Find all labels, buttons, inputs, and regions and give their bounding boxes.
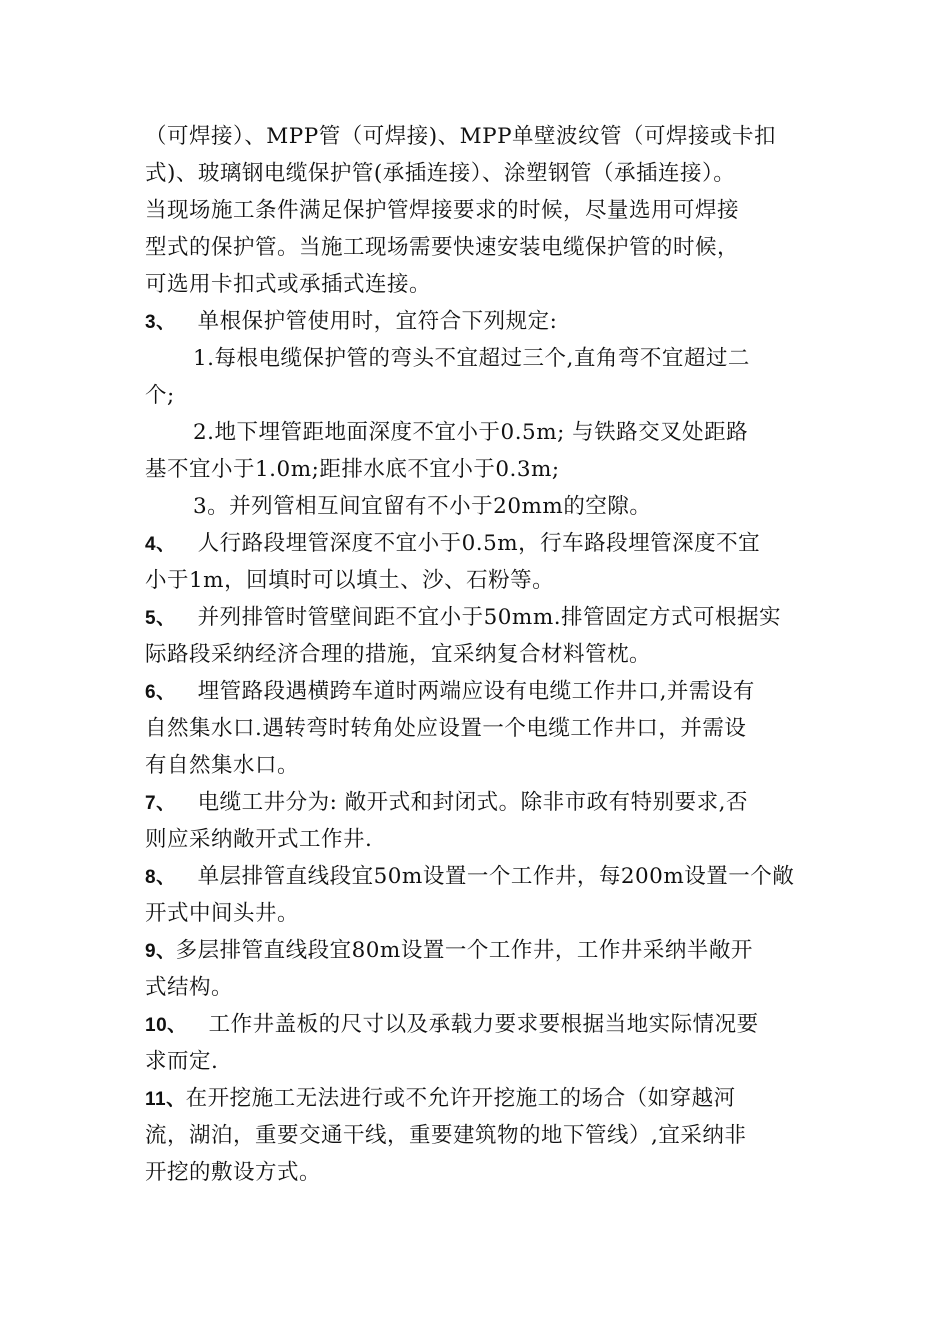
line-text: 有自然集水口。 bbox=[145, 753, 300, 778]
line-text: 开式中间头井。 bbox=[145, 901, 300, 926]
numbered-item-4 bbox=[145, 525, 810, 562]
line-text: 并列排管时管壁间距不宜小于50mm.排管固定方式可根据实 bbox=[197, 605, 782, 630]
text-line bbox=[145, 155, 810, 192]
text-line bbox=[145, 710, 810, 747]
line-text: 单层排管直线段宜50m设置一个工作井，每200m设置一个敞 bbox=[197, 864, 795, 889]
numbered-item-7 bbox=[145, 784, 810, 821]
sub-item-3 bbox=[145, 488, 810, 525]
text-line bbox=[145, 192, 810, 229]
line-text: 电缆工井分为: 敞开式和封闭式。除非市政有特别要求,否 bbox=[197, 790, 748, 815]
item-number: 4、 bbox=[145, 534, 176, 555]
line-text: 个; bbox=[145, 383, 175, 408]
text-line bbox=[145, 451, 810, 488]
line-text: 求而定. bbox=[145, 1049, 219, 1074]
text-line bbox=[145, 1117, 810, 1154]
numbered-item-5 bbox=[145, 599, 810, 636]
line-text: 际路段采纳经济合理的措施，宜采纳复合材料管枕。 bbox=[145, 642, 652, 667]
line-text: 工作井盖板的尺寸以及承载力要求要根据当地实际情况要 bbox=[208, 1012, 759, 1037]
line-text: 单根保护管使用时，宜符合下列规定: bbox=[197, 309, 558, 334]
text-line bbox=[145, 229, 810, 266]
text-line bbox=[145, 969, 810, 1006]
numbered-item-10 bbox=[145, 1006, 810, 1043]
sub-item-1 bbox=[145, 340, 810, 377]
line-text: 在开挖施工无法进行或不允许开挖施工的场合（如穿越河 bbox=[185, 1086, 736, 1111]
text-line bbox=[145, 1043, 810, 1080]
text-line bbox=[145, 747, 810, 784]
text-line bbox=[145, 821, 810, 858]
line-text: 则应采纳敞开式工作井. bbox=[145, 827, 373, 852]
line-text: 基不宜小于1.0m;距排水底不宜小于0.3m; bbox=[145, 457, 560, 482]
line-text: 流，湖泊，重要交通干线，重要建筑物的地下管线）,宜采纳非 bbox=[145, 1123, 747, 1148]
item-number: 8、 bbox=[145, 867, 176, 888]
line-text: 人行路段埋管深度不宜小于0.5m，行车路段埋管深度不宜 bbox=[197, 531, 761, 556]
text-line bbox=[145, 1154, 810, 1191]
numbered-item-11 bbox=[145, 1080, 810, 1117]
item-number: 11、 bbox=[145, 1089, 186, 1110]
line-text: 可选用卡扣式或承插式连接。 bbox=[145, 272, 432, 297]
line-text: 开挖的敷设方式。 bbox=[145, 1160, 322, 1185]
line-text: 当现场施工条件满足保护管焊接要求的时候，尽量选用可焊接 bbox=[145, 198, 740, 223]
line-text: 型式的保护管。当施工现场需要快速安装电缆保护管的时候， bbox=[145, 235, 740, 260]
line-text: 1.每根电缆保护管的弯头不宜超过三个,直角弯不宜超过二 bbox=[193, 346, 750, 371]
document-body bbox=[145, 118, 810, 1191]
sub-item-2 bbox=[145, 414, 810, 451]
item-number: 3、 bbox=[145, 312, 176, 333]
text-line bbox=[145, 377, 810, 414]
numbered-item-9 bbox=[145, 932, 810, 969]
item-number: 10、 bbox=[145, 1015, 187, 1036]
line-text: 自然集水口.遇转弯时转角处应设置一个电缆工作井口，并需设 bbox=[145, 716, 747, 741]
numbered-item-3 bbox=[145, 303, 810, 340]
line-text: 埋管路段遇横跨车道时两端应设有电缆工作井口,并需设有 bbox=[197, 679, 755, 704]
line-text: （可焊接）、MPP管（可焊接)、MPP单壁波纹管（可焊接或卡扣 bbox=[145, 124, 777, 149]
text-line bbox=[145, 118, 810, 155]
line-text: 式)、玻璃钢电缆保护管(承插连接）、涂塑钢管（承插连接）。 bbox=[145, 161, 736, 186]
numbered-item-8 bbox=[145, 858, 810, 895]
line-text: 2.地下埋管距地面深度不宜小于0.5m; 与铁路交叉处距路 bbox=[193, 420, 749, 445]
line-text: 3。并列管相互间宜留有不小于20mm的空隙。 bbox=[193, 494, 652, 519]
text-line bbox=[145, 895, 810, 932]
line-text: 小于1m，回填时可以填土、沙、石粉等。 bbox=[145, 568, 555, 593]
text-line bbox=[145, 636, 810, 673]
text-line bbox=[145, 562, 810, 599]
numbered-item-6 bbox=[145, 673, 810, 710]
text-line bbox=[145, 266, 810, 303]
item-number: 6、 bbox=[145, 682, 176, 703]
item-number: 7、 bbox=[145, 793, 176, 814]
item-number: 9、 bbox=[145, 941, 176, 962]
line-text: 式结构。 bbox=[145, 975, 234, 1000]
item-number: 5、 bbox=[145, 608, 176, 629]
line-text: 多层排管直线段宜80m设置一个工作井，工作井采纳半敞开 bbox=[175, 938, 753, 963]
